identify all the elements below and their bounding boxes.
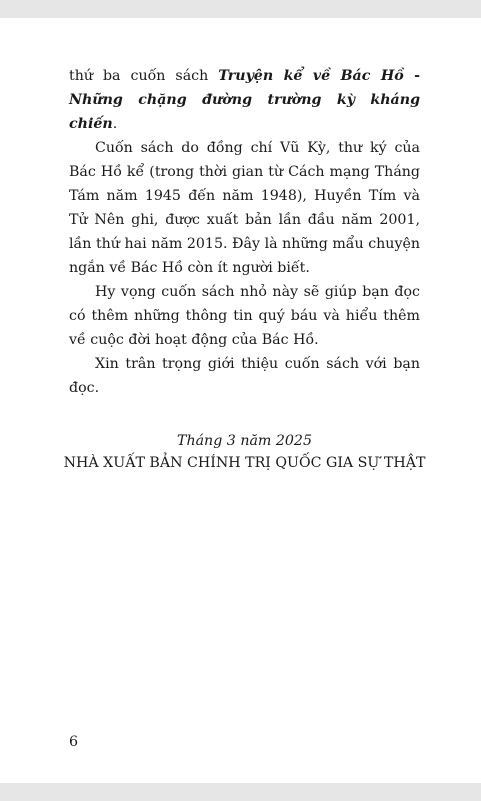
publisher-name: NHÀ XUẤT BẢN CHÍNH TRỊ QUỐC GIA SỰ THẬT [63, 455, 426, 471]
paragraph-hope: Hy vọng cuốn sách nhỏ này sẽ giúp bạn đọc có thêm những thông tin quý báu và hiểu thêm về cuộc đời hoạt động của Bác Hồ. [69, 284, 420, 348]
paragraph-intro-continuation [69, 64, 420, 136]
book-page [0, 18, 481, 783]
paragraph-introduction: Xin trân trọng giới thiệu cuốn sách với bạn đọc. [69, 356, 420, 396]
page-content [63, 64, 426, 474]
book-title: Truyện kể về Bác Hồ - Những chặng đường trường kỳ kháng chiến [69, 68, 420, 132]
page-number: 6 [69, 734, 79, 750]
paragraph-lead-text: thứ ba cuốn sách [69, 68, 219, 84]
paragraph-tail-text: . [112, 116, 118, 132]
paragraph-book-origin: Cuốn sách do đồng chí Vũ Kỳ, thư ký của Bác Hồ kể (trong thời gian từ Cách mạng Tháng Tám năm 1945 đến năm 1948), Huyền Tím và Tử Nên ghi, được xuất bản lần đầu năm 2001, lần thứ hai năm 2015. Đây là những mẩu chuyện ngắn về Bác Hồ còn ít người biết. [69, 140, 420, 276]
signoff-block [63, 430, 426, 474]
publication-date: Tháng 3 năm 2025 [177, 433, 312, 449]
